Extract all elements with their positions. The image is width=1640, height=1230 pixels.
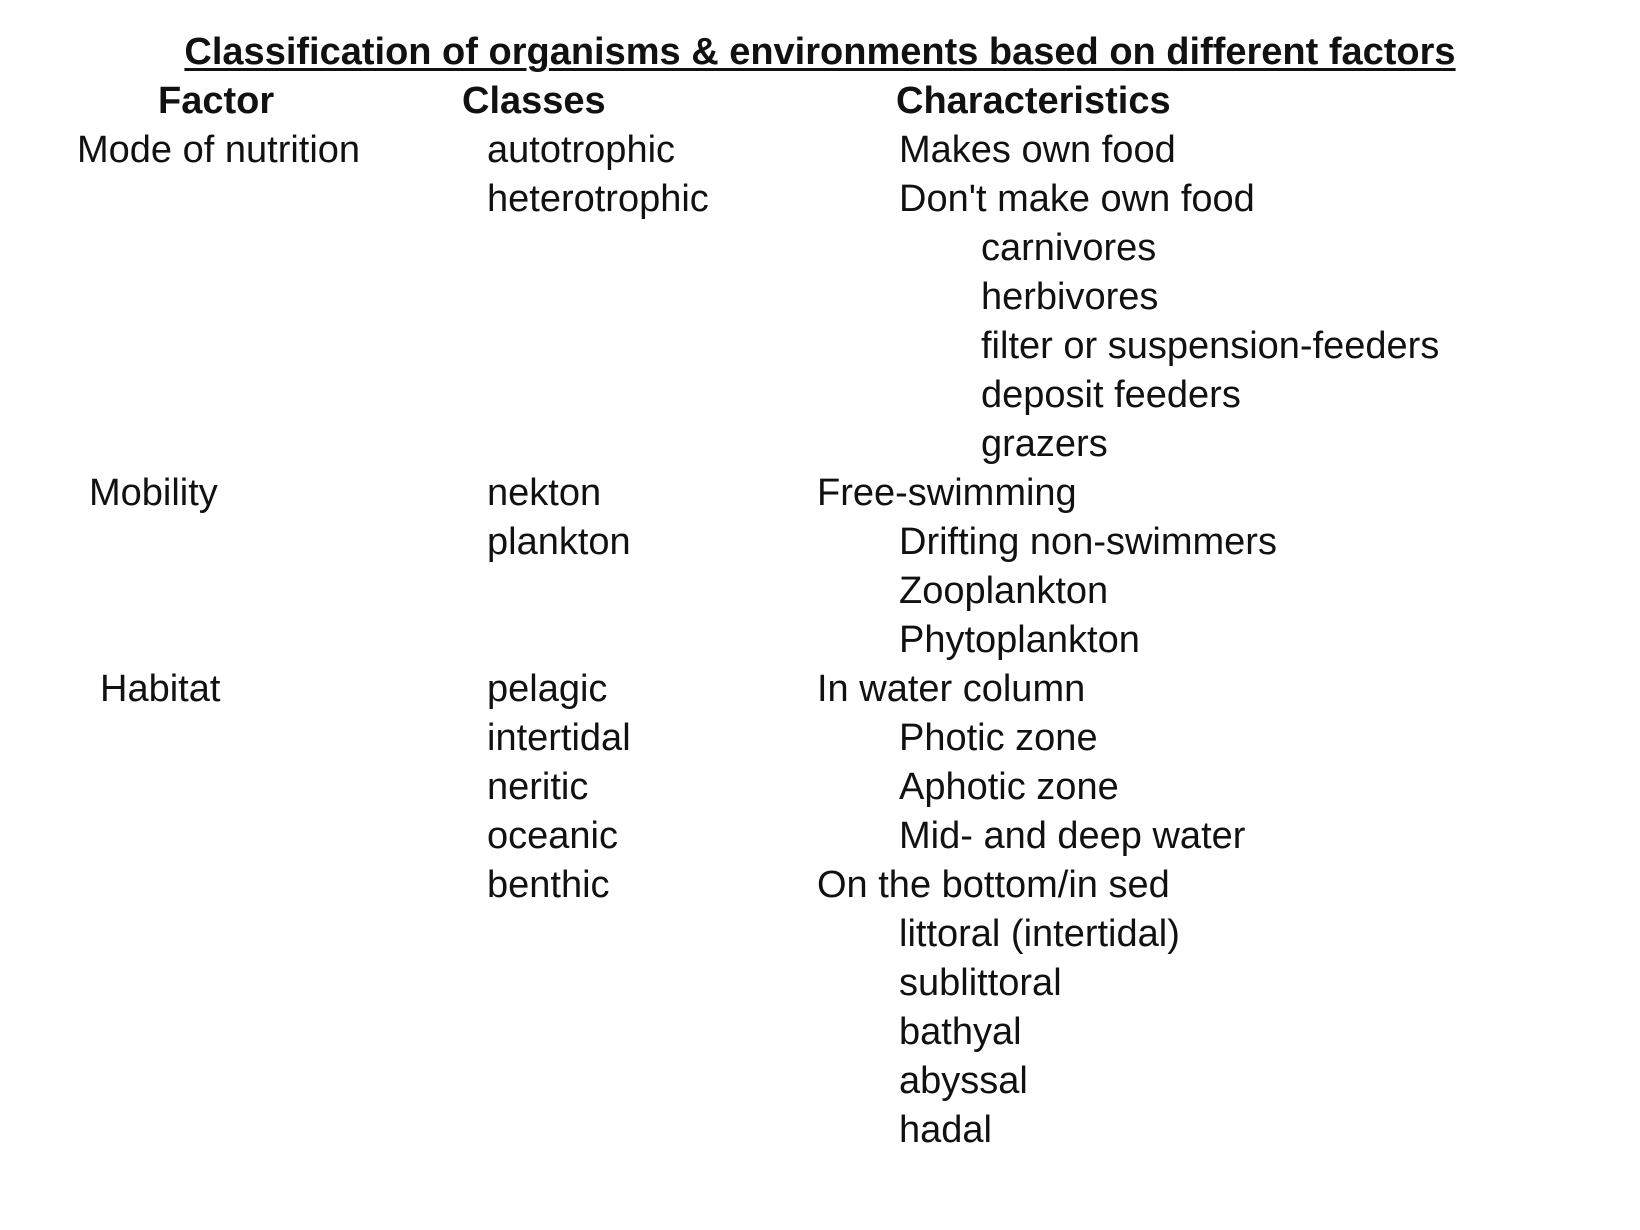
characteristic-grazers: grazers: [981, 423, 1108, 465]
characteristic-phytoplankton: Phytoplankton: [899, 619, 1140, 661]
header-classes: Classes: [462, 80, 606, 122]
characteristic-sublittoral: sublittoral: [899, 962, 1062, 1004]
characteristic-zooplankton: Zooplankton: [899, 570, 1109, 612]
class-nekton: nekton: [487, 472, 602, 514]
characteristic-mid-and-deep-water: Mid- and deep water: [899, 815, 1246, 857]
characteristic-photic-zone: Photic zone: [899, 717, 1098, 759]
characteristic-deposit-feeders: deposit feeders: [981, 374, 1241, 416]
characteristic-hadal: hadal: [899, 1109, 992, 1151]
header-factor: Factor: [158, 80, 275, 122]
characteristic-carnivores: carnivores: [981, 227, 1157, 269]
class-benthic: benthic: [487, 864, 610, 906]
factor-habitat: Habitat: [100, 668, 221, 710]
characteristic-bathyal: bathyal: [899, 1011, 1022, 1053]
class-neritic: neritic: [487, 766, 589, 808]
document-title: Classification of organisms & environments based on different factors: [184, 31, 1456, 73]
class-plankton: plankton: [487, 521, 631, 563]
characteristic-drifting-non-swimmers: Drifting non-swimmers: [899, 521, 1277, 563]
factor-mode-of-nutrition: Mode of nutrition: [77, 129, 361, 171]
characteristic-abyssal: abyssal: [899, 1060, 1028, 1102]
characteristic-aphotic-zone: Aphotic zone: [899, 766, 1119, 808]
characteristic-in-water-column: In water column: [817, 668, 1086, 710]
characteristic-littoral: littoral (intertidal): [899, 913, 1180, 955]
class-oceanic: oceanic: [487, 815, 618, 857]
class-intertidal: intertidal: [487, 717, 631, 759]
class-autotrophic: autotrophic: [487, 129, 676, 171]
factor-mobility: Mobility: [89, 472, 218, 514]
characteristic-free-swimming: Free-swimming: [817, 472, 1077, 514]
header-characteristics: Characteristics: [896, 80, 1171, 122]
characteristic-herbivores: herbivores: [981, 276, 1159, 318]
characteristic-makes-own-food: Makes own food: [899, 129, 1176, 171]
class-pelagic: pelagic: [487, 668, 608, 710]
class-heterotrophic: heterotrophic: [487, 178, 709, 220]
characteristic-on-the-bottom: On the bottom/in sed: [817, 864, 1170, 906]
characteristic-dont-make-own-food: Don't make own food: [899, 178, 1255, 220]
characteristic-filter-feeders: filter or suspension-feeders: [981, 325, 1440, 367]
